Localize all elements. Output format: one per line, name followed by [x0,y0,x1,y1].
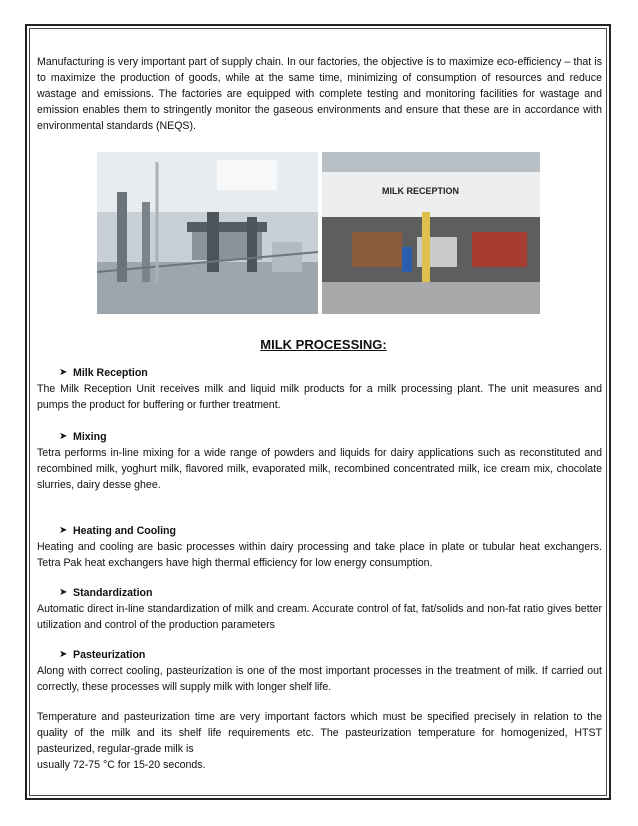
section-title-row [37,647,602,663]
section-standardization [37,585,602,633]
arrow-bullet-icon: ➤ [59,431,68,442]
section-body: Automatic direct in-line standardization of milk and cream. Accurate control of fat, fat/solids and non-fat ratio gives better utilization and control of the production parameters [37,603,602,631]
section-body: The Milk Reception Unit receives milk and liquid milk products for a milk processing plant. The unit measures and pumps the product for buffering or further treatment. [37,383,602,411]
section-title-row [37,585,602,601]
section-title: Heating and Cooling [73,525,176,537]
section-heating-cooling [37,523,602,571]
arrow-bullet-icon: ➤ [59,367,68,378]
photo-row [37,152,602,318]
section-heading: MILK PROCESSING: [260,337,387,352]
factory-interior-photo [97,152,318,314]
intro-paragraph: Manufacturing is very important part of supply chain. In our factories, the objective is to maximize eco-efficiency – that is to maximize the production of goods, while at the same time, minimizing of consumption of resources and reduce wastage and emissions. The factories are equipped with complete testing and monitoring facilities for wastage and emission enables them to stringently monitor the gaseous environments and ensure that these are in accordance with environmental standards (NEQS). [37,56,602,132]
arrow-bullet-icon: ➤ [59,587,68,598]
section-milk-reception [37,365,602,413]
section-body: Heating and cooling are basic processes within dairy processing and take place in plate or tubular heat exchangers. Tetra Pak heat exchangers have high thermal efficiency for low energy consumption. [37,541,602,569]
section-title-row [37,429,602,445]
section-mixing [37,429,602,493]
section-body: Along with correct cooling, pasteurization is one of the most important processes in the treatment of milk. If carried out correctly, these processes will supply milk with longer shelf life. [37,665,602,693]
milk-reception-photo [322,152,540,314]
section-body: Tetra performs in-line mixing for a wide range of powders and liquids for dairy applications such as reconstituted and recombined milk, yoghurt milk, flavored milk, evaporated milk, recombined concentrated milk, ice cream mix, chocolate slurries, dairy desse ghee. [37,447,602,491]
document-body [37,54,602,773]
closing-paragraph: Temperature and pasteurization time are very important factors which must be specified precisely in relation to the quality of the milk and its shelf life requirements etc. The pasteurization temperature for homogenized, HTST pasteurized, regular-grade milk is [37,711,602,755]
section-title: Milk Reception [73,367,148,379]
milk-reception-sign: MILK RECEPTION [382,186,460,196]
closing-last-line: usually 72-75 °C for 15-20 seconds. [37,759,206,771]
section-title: Pasteurization [73,649,146,661]
section-title-row [37,365,602,381]
section-title: Standardization [73,587,153,599]
section-title: Mixing [73,431,107,443]
arrow-bullet-icon: ➤ [59,649,68,660]
section-title-row [37,523,602,539]
arrow-bullet-icon: ➤ [59,525,68,536]
section-pasteurization [37,647,602,695]
